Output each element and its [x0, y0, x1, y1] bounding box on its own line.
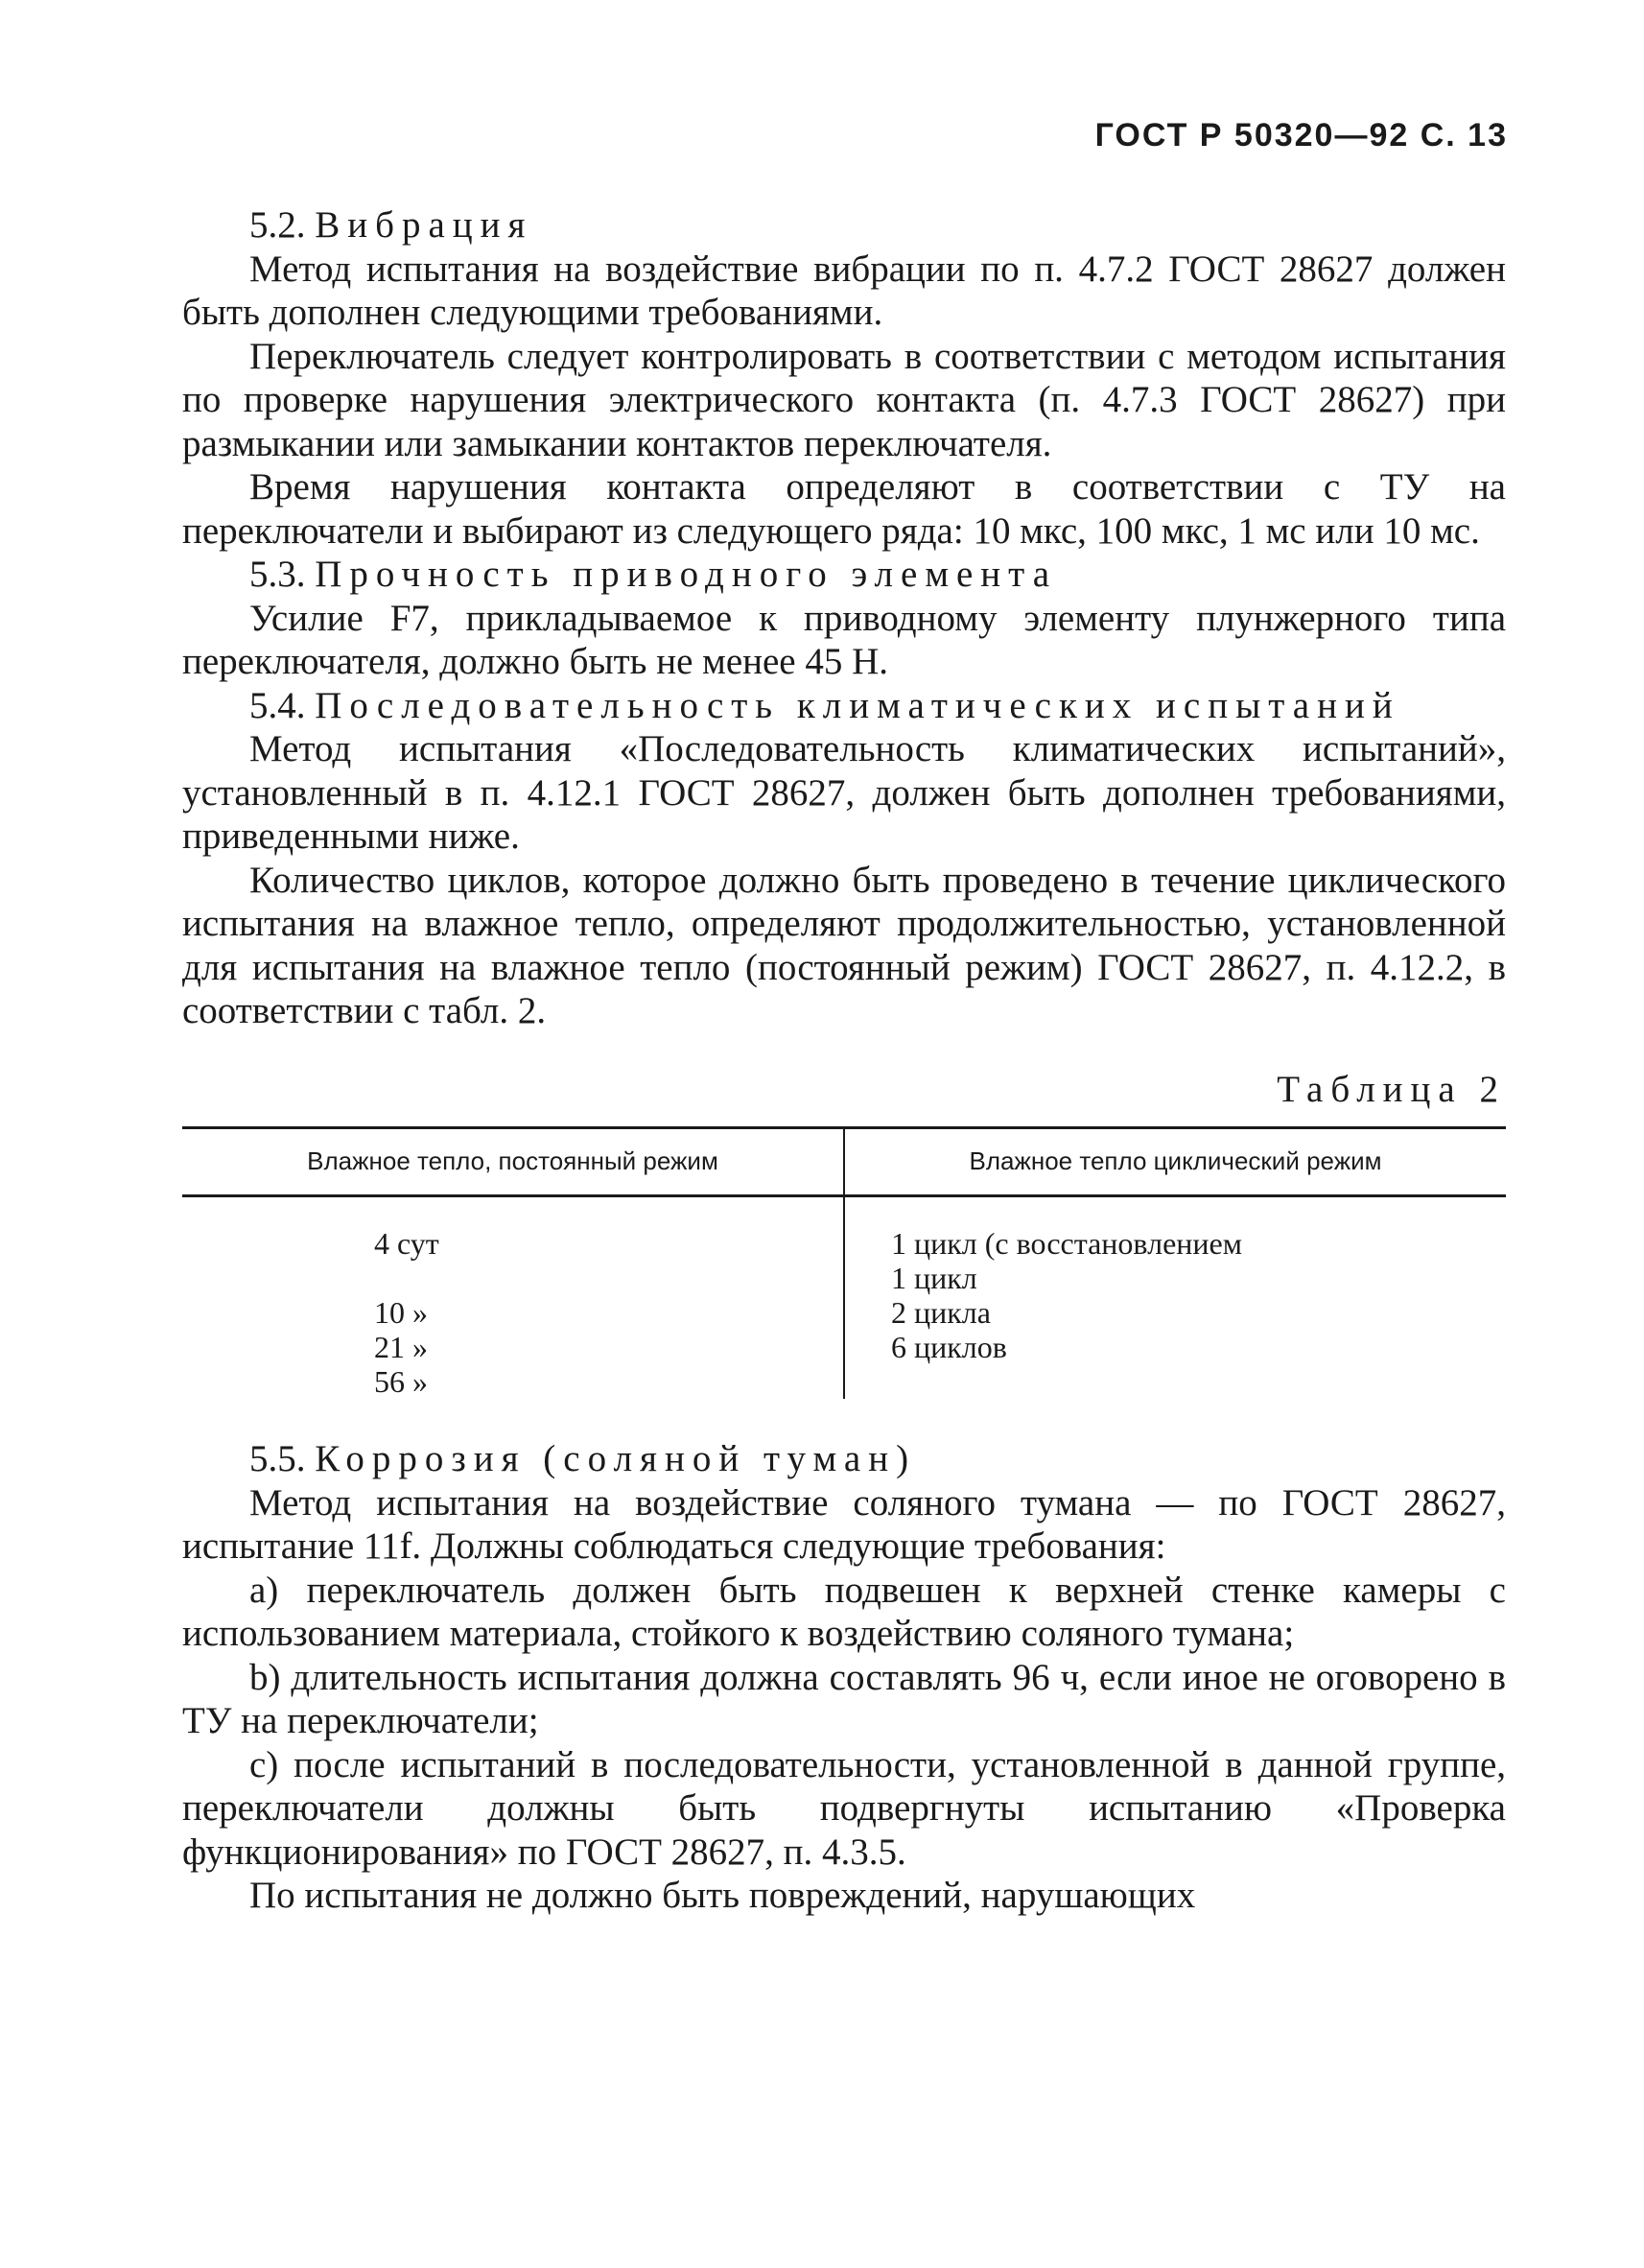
section-title: Вибрация	[315, 204, 533, 246]
list-item-a: а) переключатель должен быть подвешен к верхней стенке камеры с использованием материала, стойкого к воздействию соляного тумана;	[182, 1569, 1506, 1654]
paragraph: По испытания не должно быть повреждений, нарушающих	[249, 1875, 1196, 1916]
table-header-row	[182, 1128, 1506, 1196]
table-row	[182, 1196, 1506, 1262]
table-cell	[182, 1261, 844, 1295]
section-heading-5-5	[182, 1437, 1506, 1481]
paragraph: Метод испытания «Последовательность климатических испытаний», установленный в п. 4.12.1 ГОСТ 28627, должен быть дополнен требованиями, приведенными ниже.	[182, 728, 1506, 857]
paragraph: Усилие F7, прикладываемое к приводному элементу плунжерного типа переключателя, должно быть не менее 45 Н.	[182, 597, 1506, 682]
section-title: Прочность приводного элемента	[315, 554, 1058, 595]
table-cell: 2 цикла	[891, 1295, 991, 1330]
table-cell: 1 цикл	[891, 1261, 977, 1295]
section-number: 5.3.	[249, 554, 306, 595]
section-title: Коррозия (соляной туман)	[315, 1438, 917, 1479]
table-cell: 6 циклов	[891, 1330, 1007, 1364]
table-row	[182, 1364, 1506, 1399]
table-row	[182, 1261, 1506, 1295]
section-title: Последовательность климатических испытаний	[315, 684, 1400, 726]
section-number: 5.2.	[249, 204, 306, 246]
table-row	[182, 1330, 1506, 1364]
table-header-cell: Влажное тепло циклический режим	[844, 1128, 1506, 1196]
paragraph: Переключатель следует контролировать в соответствии с методом испытания по проверке нарушения электрического контакта (п. 4.7.3 ГОСТ 28627) при размыкании или замыкании контактов переключателя.	[182, 335, 1506, 464]
section-heading-5-2	[182, 203, 1506, 248]
table-2	[182, 1126, 1506, 1399]
table-cell: 56 »	[182, 1364, 844, 1399]
table-caption: Таблица 2	[1277, 1068, 1506, 1110]
section-number: 5.4.	[249, 684, 306, 726]
section-heading-5-3	[182, 553, 1506, 597]
paragraph: Метод испытания на воздействие вибрации по п. 4.7.2 ГОСТ 28627 должен быть дополнен следующими требованиями.	[182, 248, 1506, 333]
table-row	[182, 1295, 1506, 1330]
list-item-b: b) длительность испытания должна составлять 96 ч, если иное не оговорено в ТУ на переключатели;	[182, 1656, 1506, 1741]
table-header-cell: Влажное тепло, постоянный режим	[182, 1128, 844, 1196]
page-header: ГОСТ Р 50320—92 С. 13	[1094, 117, 1508, 154]
paragraph: Метод испытания на воздействие соляного тумана — по ГОСТ 28627, испытание 11f. Должны соблюдаться следующие требования:	[182, 1481, 1506, 1567]
paragraph: Количество циклов, которое должно быть проведено в течение циклического испытания на влажное тепло, определяют продолжительностью, установленной для испытания на влажное тепло (постоянный режим) ГОСТ 28627, п. 4.12.2, в соответствии с табл. 2.	[182, 859, 1506, 1031]
table-cell: 1 цикл (с восстановлением	[891, 1226, 1242, 1261]
list-item-c: с) после испытаний в последовательности, установленной в данной группе, переключатели должны быть подвергнуты испытанию «Проверка функционирования» по ГОСТ 28627, п. 4.3.5.	[182, 1743, 1506, 1873]
document-body	[182, 203, 1506, 1918]
section-heading-5-4	[182, 684, 1506, 728]
table-cell	[844, 1364, 1506, 1399]
paragraph: Время нарушения контакта определяют в соответствии с ТУ на переключатели и выбирают из следующего ряда: 10 мкс, 100 мкс, 1 мс или 10 мс.	[182, 466, 1506, 552]
table-cell: 21 »	[182, 1330, 844, 1364]
section-number: 5.5.	[249, 1438, 306, 1479]
table-cell: 4 сут	[182, 1196, 844, 1262]
table-cell: 10 »	[182, 1295, 844, 1330]
